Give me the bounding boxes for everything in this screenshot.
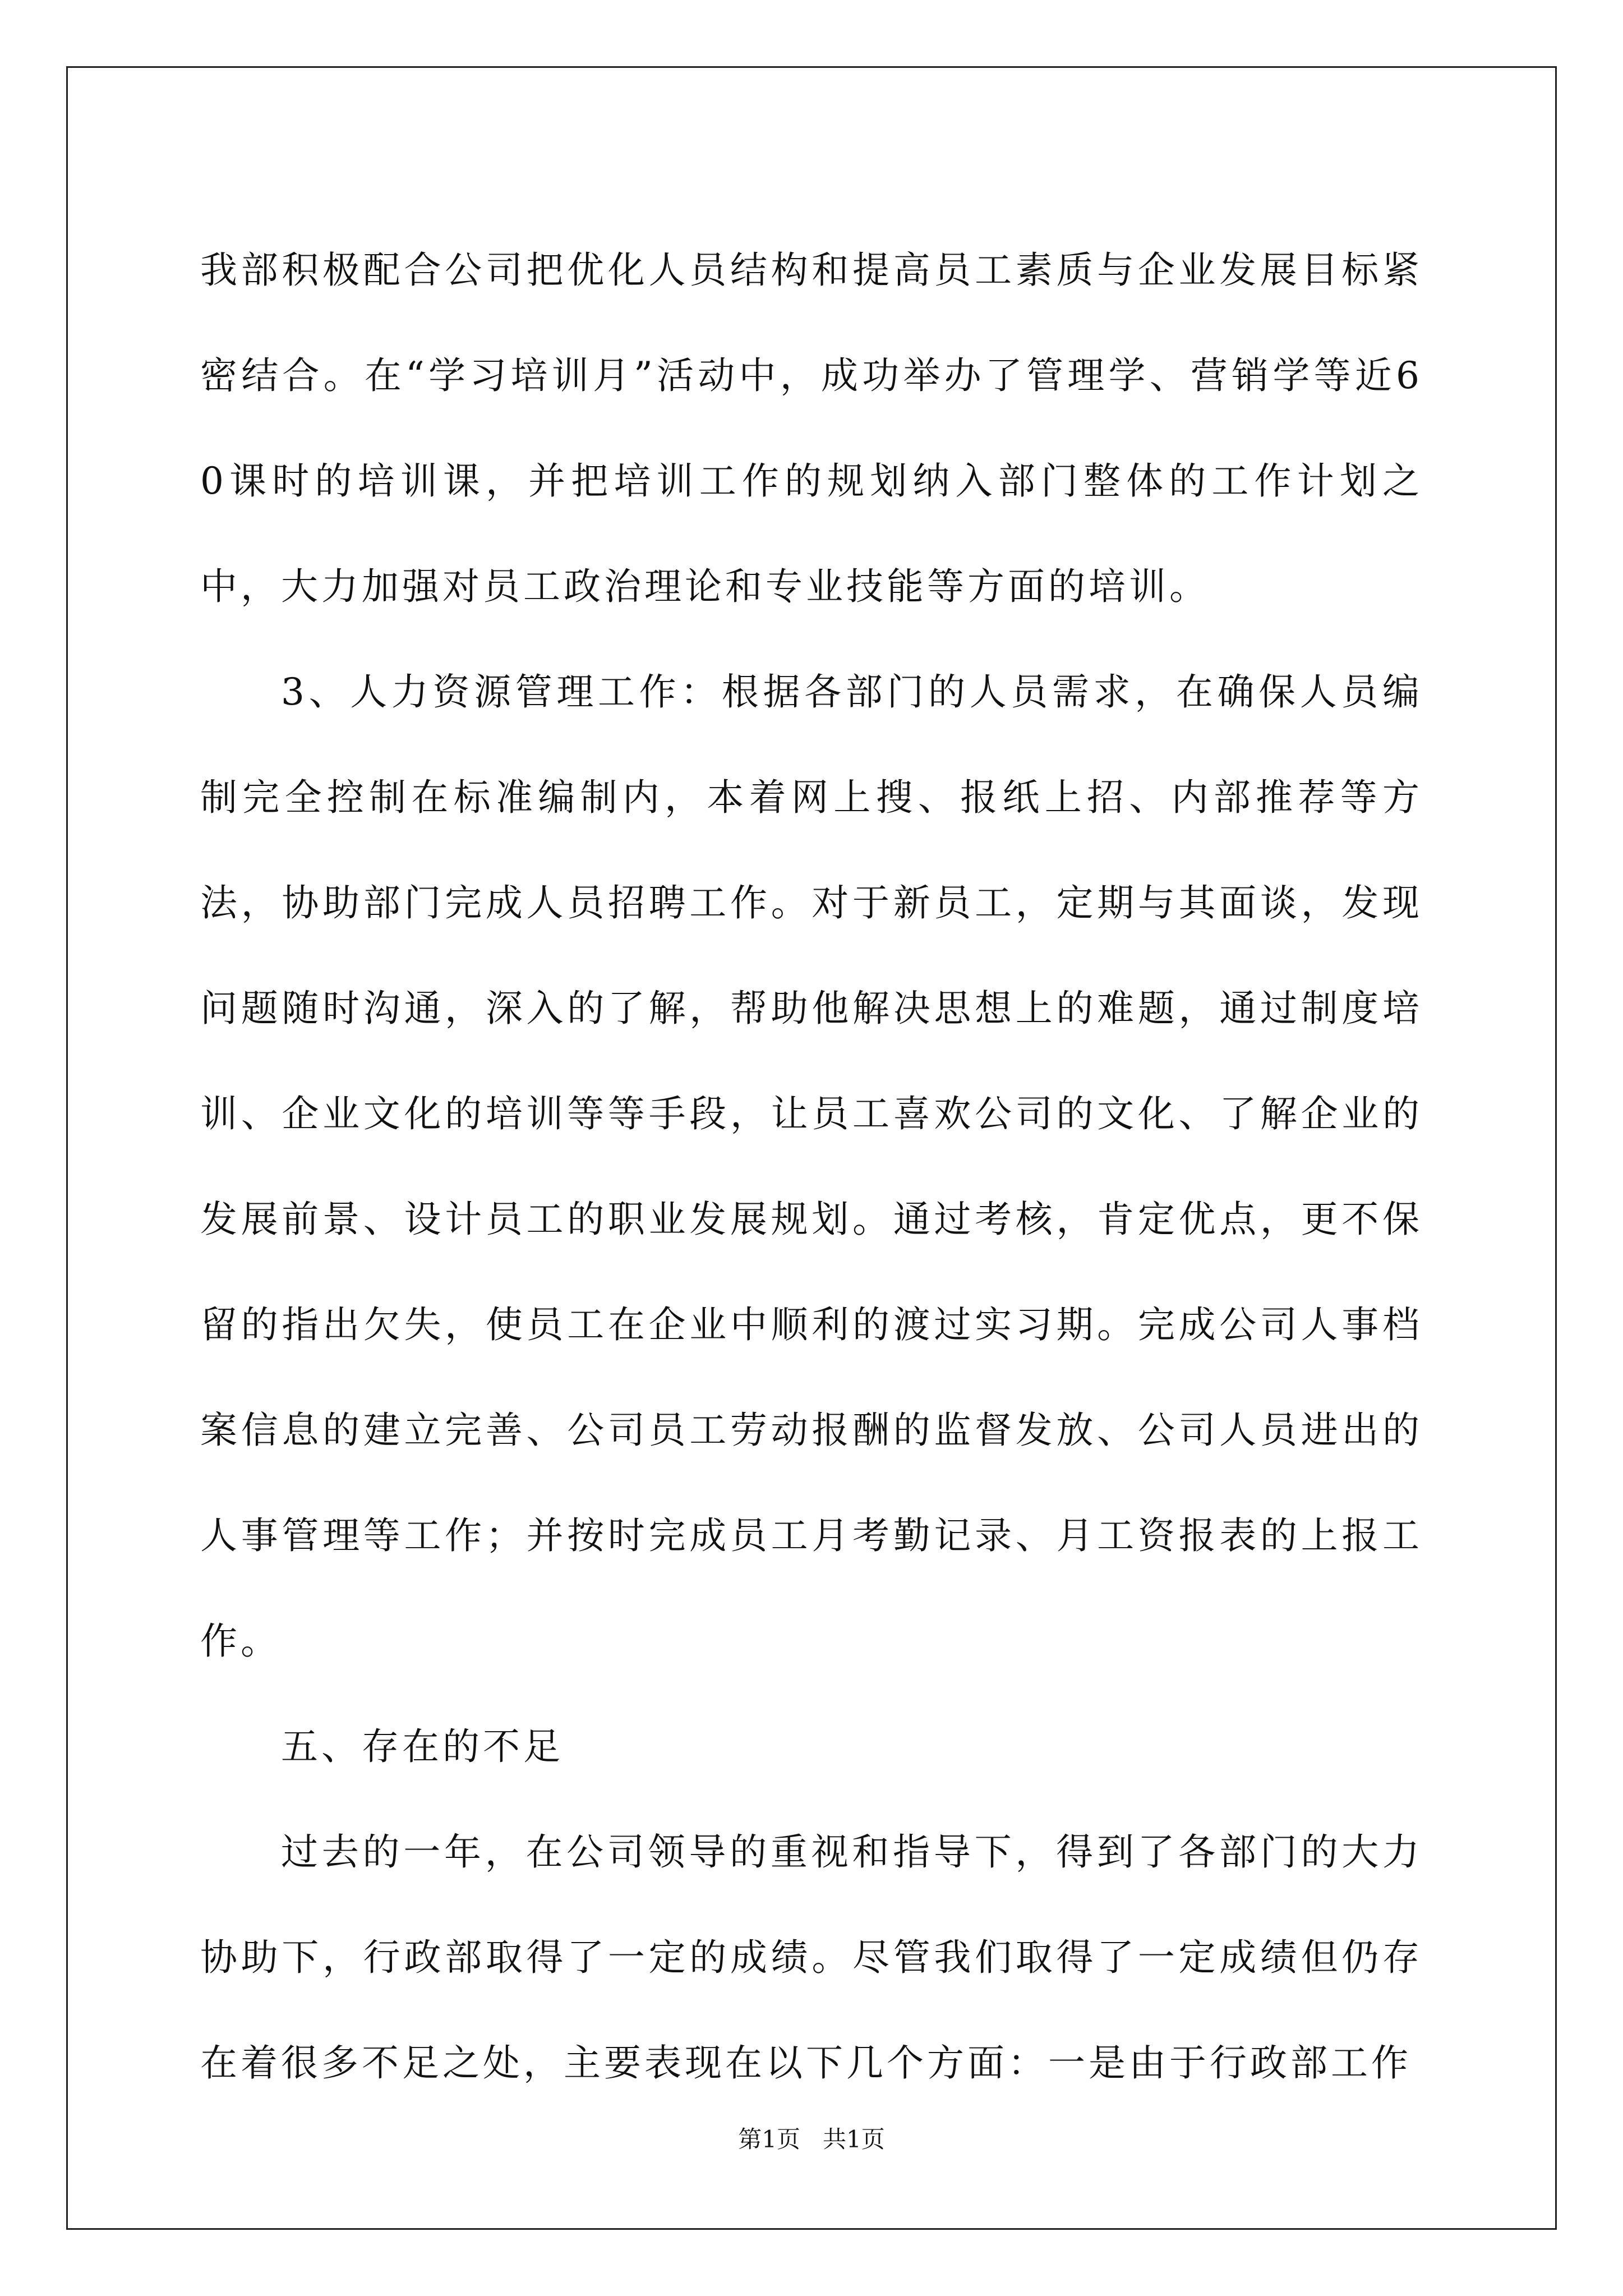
paragraph-training: 我部积极配合公司把优化人员结构和提高员工素质与企业发展目标紧密结合。在“学习培训月”活动中，成功举办了管理学、营销学等近60课时的培训课，并把培训工作的规划纳入部门整体的工作计划之中，大力加强对员工政治理论和专业技能等方面的培训。 [200,249,1423,608]
paragraph-shortcomings: 过去的一年，在公司领导的重视和指导下，得到了各部门的大力协助下，行政部取得了一定的成绩。尽管我们取得了一定成绩但仍存在着很多不足之处，主要表现在以下几个方面：一是由于行政部工作 [200,1830,1423,2085]
paragraph-hr-management: 3、人力资源管理工作：根据各部门的人员需求，在确保人员编制完全控制在标准编制内，本着网上搜、报纸上招、内部推荐等方法，协助部门完成人员招聘工作。对于新员工，定期与其面谈，发现问题随时沟通，深入的了解，帮助他解决思想上的难题，通过制度培训、企业文化的培训等等手段，让员工喜欢公司的文化、了解企业的发展前景、设计员工的职业发展规划。通过考核，肯定优点，更不保留的指出欠失，使员工在企业中顺利的渡过实习期。完成公司人事档案信息的建立完善、公司员工劳动报酬的监督发放、公司人员进出的人事管理等工作；并按时完成员工月考勤记录、月工资报表的上报工作。 [200,670,1423,1663]
document-body [200,218,1423,2116]
page-total: 共1页 [823,2125,885,2153]
section-heading-shortcomings: 五、存在的不足 [281,1725,564,1768]
page-number: 第1页 [738,2125,800,2153]
page-footer [0,2123,1623,2156]
